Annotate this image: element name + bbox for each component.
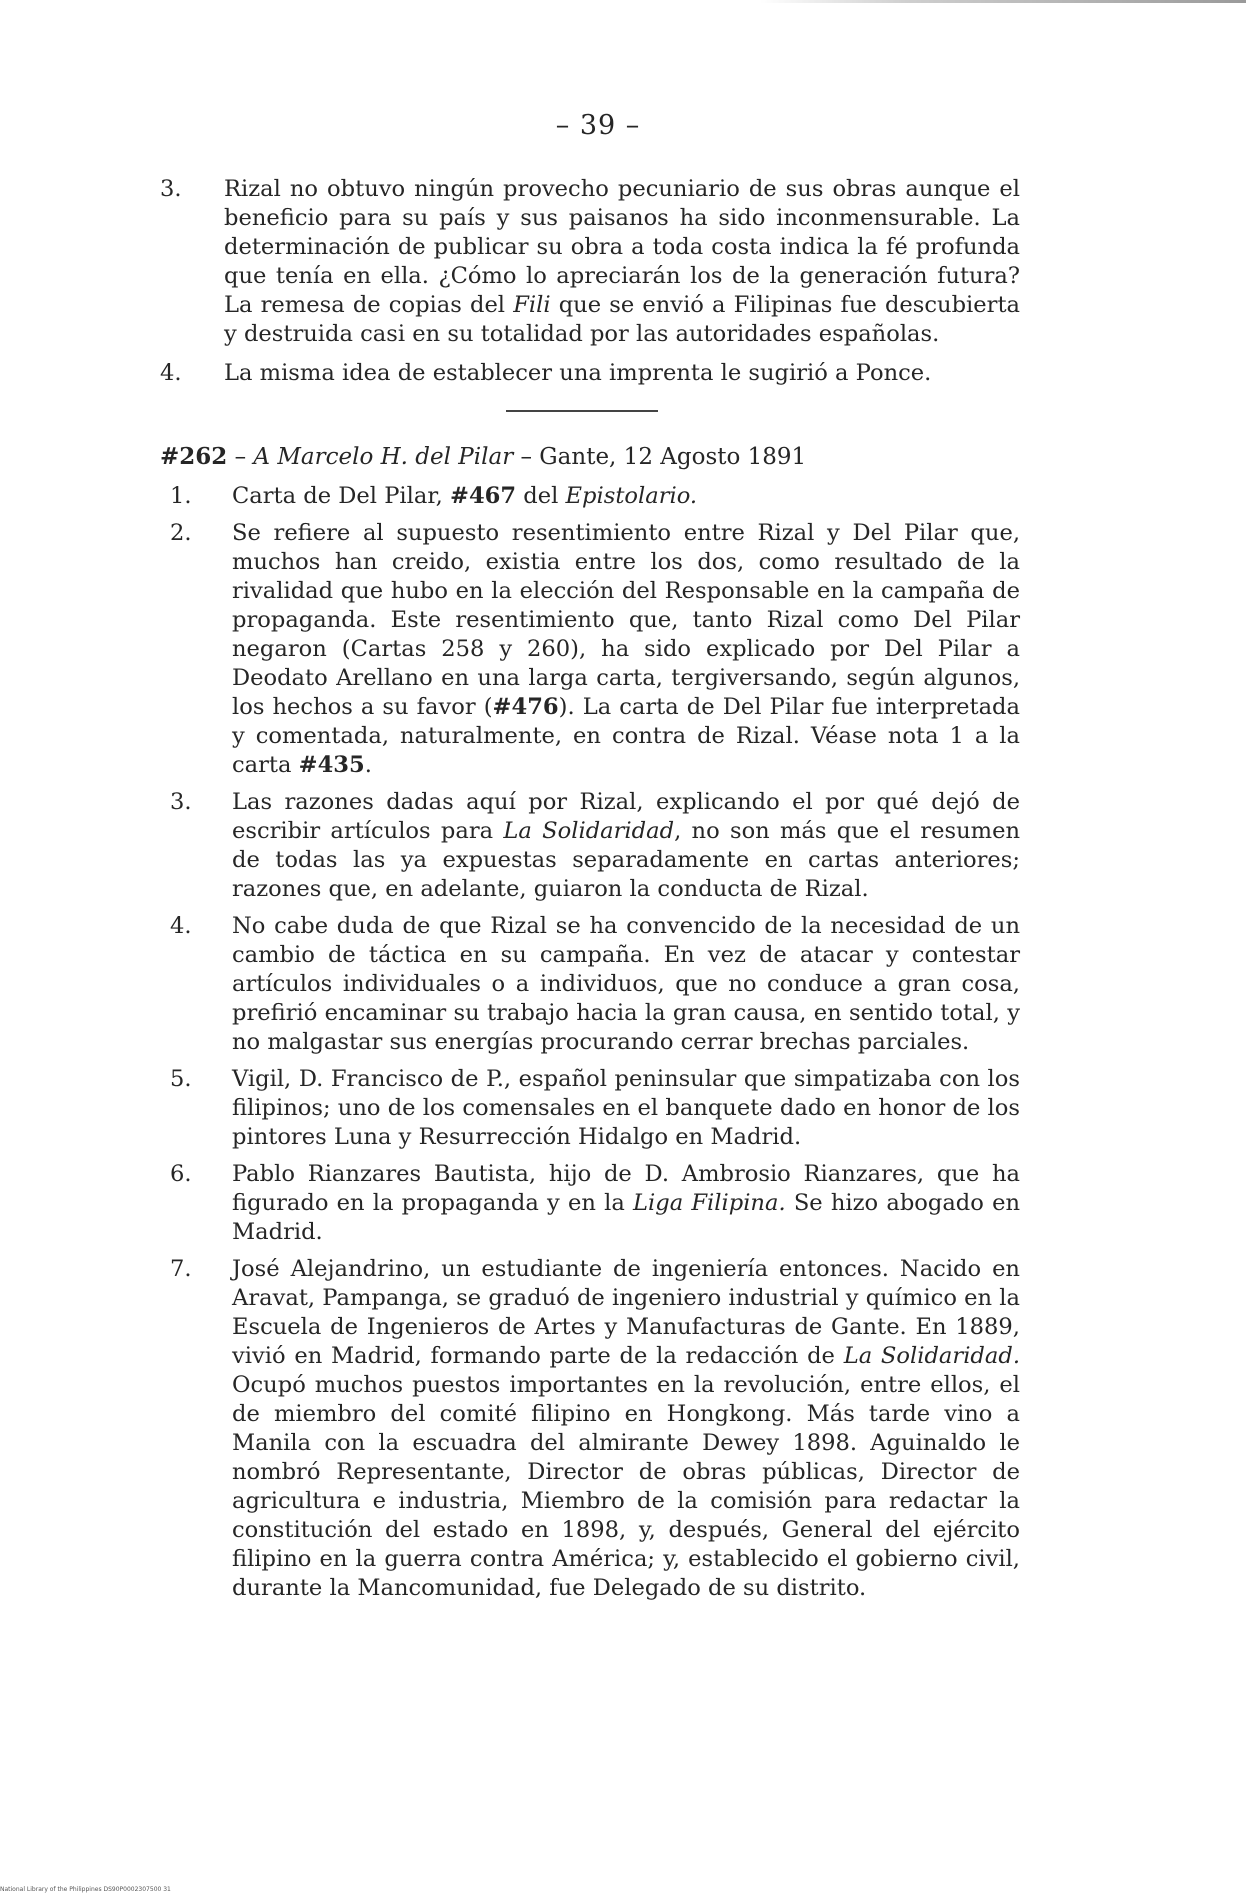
footnote-5 <box>160 1065 1020 1152</box>
footnote-text-italic: Fili <box>513 292 551 318</box>
letter-place-date: – Gante, 12 Agosto 1891 <box>513 444 807 470</box>
notes-section-letter-262 <box>160 482 1020 1603</box>
letter-reference: #435 <box>298 752 365 778</box>
footnote-3 <box>160 788 1020 904</box>
footnote-text: Rizal no obtuvo ningún provecho pecuniario de sus obras aunque el beneficio para su país y sus paisanos ha sido inconmensurable. La determinación de publicar su obra a toda costa indica la fé profunda que tenía en ella. ¿Cómo lo apreciarán los de la generación futura? La remesa de copias del <box>224 176 1020 318</box>
letter-reference: #467 <box>450 483 517 509</box>
footnote-2 <box>160 519 1020 780</box>
letter-reference: #476 <box>492 694 559 720</box>
footnote-6 <box>160 1160 1020 1247</box>
footnote-number: 6. <box>170 1161 192 1187</box>
book-title: Epistolario. <box>565 483 698 509</box>
footnote-text-continued: que se envió a Filipinas fue descubierta y destruida casi en su totalidad por las autoridades españolas. <box>224 292 1020 347</box>
footnote-text: del <box>516 483 566 509</box>
footnote-number: 4. <box>160 360 182 386</box>
footnote-1 <box>160 482 1020 511</box>
footnote-text: Las razones dadas aquí por Rizal, explicando el por qué dejó de escribir artículos para <box>232 789 1020 844</box>
periodical-title: La Solidaridad <box>503 818 675 844</box>
footnote-number: 4. <box>170 913 192 939</box>
organization-title: Liga Filipina. <box>633 1190 786 1216</box>
page-number: – 39 – <box>555 110 641 141</box>
footnote-number: 3. <box>160 176 182 202</box>
footnote-text: Vigil, D. Francisco de P., español peninsular que simpatizaba con los filipinos; uno de los comensales en el banquete dado en honor de los pintores Luna y Resurrección Hidalgo en Madrid. <box>232 1066 1020 1150</box>
footnote-text: ). La carta de Del Pilar fue interpretada y comentada, naturalmente, en contra de Rizal. Véase nota 1 a la carta <box>232 694 1020 778</box>
footnote-number: 5. <box>170 1066 192 1092</box>
footnote-text: Carta de Del Pilar, <box>232 483 451 509</box>
footnote-3-previous <box>160 175 1020 349</box>
footnote-4-previous <box>160 359 1020 388</box>
letter-recipient: A Marcelo H. del Pilar <box>253 444 514 470</box>
periodical-title: La Solidaridad. <box>843 1343 1021 1369</box>
footnote-number: 2. <box>170 520 192 546</box>
footnote-text: Se refiere al supuesto resentimiento entre Rizal y Del Pilar que, muchos han creido, existia entre los dos, como resultado de la rivalidad que hubo en la elección del Responsable en la campaña de propaganda. Este resentimiento que, tanto Rizal como Del Pilar negaron (Cartas 258 y 260), ha sido explicado por Del Pilar a Deodato Arellano en una larga carta, tergiversando, según algunos, los hechos a su favor ( <box>232 520 1020 720</box>
document-page <box>160 100 1020 1611</box>
section-separator <box>506 410 658 412</box>
footnote-text: Ocupó muchos puestos importantes en la revolución, entre ellos, el de miembro del comité filipino en Hongkong. Más tarde vino a Manila con la escuadra del almirante Dewey 1898. Aguinaldo le nombró Representante, Director de obras públicas, Director de agricultura e industria, Miembro de la comisión para redactar la constitución del estado en 1898, y, después, General del ejército filipino en la guerra contra América; y, establecido el gobierno civil, durante la Mancomunidad, fue Delegado de su distrito. <box>232 1372 1020 1601</box>
footnote-number: 3. <box>170 789 192 815</box>
top-border-rule <box>760 0 1246 3</box>
header-dash: – <box>227 444 254 470</box>
notes-section-previous-letter <box>160 175 1020 388</box>
footnote-text: La misma idea de establecer una imprenta le sugirió a Ponce. <box>224 360 932 386</box>
letter-code: #262 <box>160 443 228 470</box>
footnote-7 <box>160 1255 1020 1603</box>
footnote-text: Pablo Rianzares Bautista, hijo de D. Ambrosio Rianzares, que ha figurado en la propaganda y en la <box>232 1161 1020 1216</box>
letter-header <box>160 442 1020 472</box>
footnote-text: José Alejandrino, un estudiante de ingeniería entonces. Nacido en Aravat, Pampanga, se graduó de ingeniero industrial y químico en la Escuela de Ingenieros de Artes y Manufacturas de Gante. En 1889, vivió en Madrid, formando parte de la redacción de <box>232 1256 1020 1369</box>
footnote-text: , no son más que el resumen de todas las ya expuestas separadamente en cartas anteriores; razones que, en adelante, guiaron la conducta de Rizal. <box>232 818 1021 902</box>
footnote-number: 1. <box>170 483 192 509</box>
footnote-text: Se hizo abogado en Madrid. <box>232 1190 1020 1245</box>
scan-footer-credit: National Library of the Philippines DS90P0002307500 31 <box>0 1886 171 1893</box>
footnote-text: No cabe duda de que Rizal se ha convencido de la necesidad de un cambio de táctica en su campaña. En vez de atacar y contestar artículos individuales o a individuos, que no conduce a gran cosa, prefirió encaminar su trabajo hacia la gran causa, en sentido total, y no malgastar sus energías procurando cerrar brechas parciales. <box>232 913 1020 1055</box>
footnote-4 <box>160 912 1020 1057</box>
footnote-number: 7. <box>170 1256 192 1282</box>
footnote-text: . <box>364 752 372 778</box>
